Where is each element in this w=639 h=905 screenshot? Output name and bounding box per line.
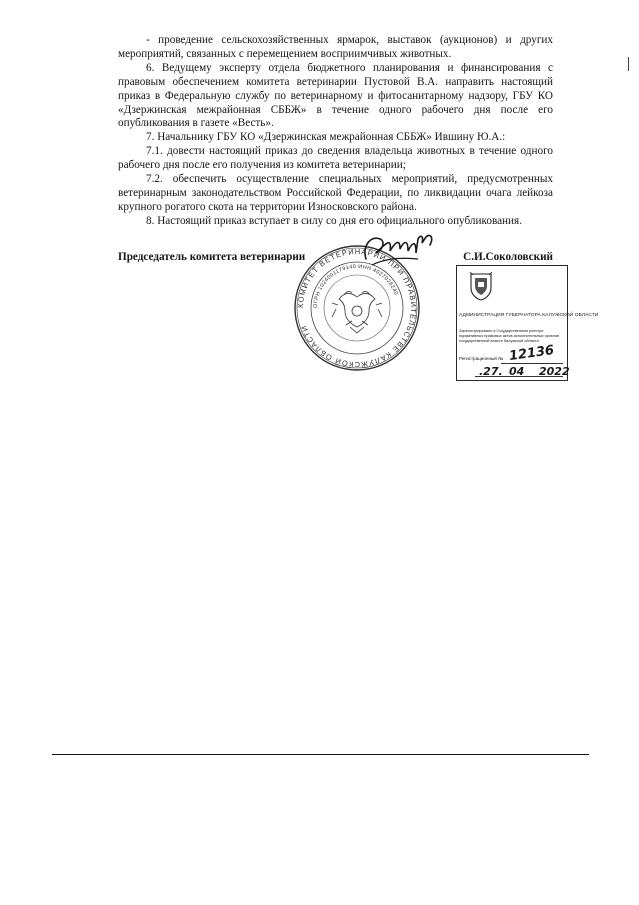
reg-number-value: 12136 xyxy=(508,342,556,365)
paragraph-item-7-2: 7.2. обеспечить осуществление специальных мероприятий, предусмотренных ветеринарным законодательством Российской Федерации, по ликвидации очага лейкоза крупного рогатого скота на территории Износковского района. xyxy=(118,173,553,213)
reg-date-year: 2022 xyxy=(539,365,570,378)
reg-number-label: Регистрационный № xyxy=(459,356,504,361)
scan-edge-mark xyxy=(628,57,629,71)
paragraph-item-7: 7. Начальнику ГБУ КО «Дзержинская межрайонная СББЖ» Ившину Ю.А.: xyxy=(146,131,506,144)
signatory-title: Председатель комитета ветеринарии xyxy=(118,251,306,263)
registration-stamp xyxy=(456,265,599,381)
document-body xyxy=(118,34,553,229)
paragraph-bullet-fairs: - проведение сельскохозяйственных ярмарок, выставок (аукционов) и других мероприятий, связанных с перемещением восприимчивых животных. xyxy=(118,34,553,60)
reg-date-month: 04 xyxy=(509,365,525,378)
paragraph-item-8: 8. Настоящий приказ вступает в силу со дня его официального опубликования. xyxy=(146,214,522,227)
signatory-name: С.И.Соколовский xyxy=(463,251,553,263)
svg-text:ОГРН 1024001179140 ИНН 4027026 xyxy=(313,264,399,308)
paragraph-item-7-1: 7.1. довести настоящий приказ до сведения владельца животных в течение одного рабочего дня после его получения из комитета ветеринарии; xyxy=(118,145,553,172)
stamp-description: Зарегистрировано в Государственном реестре нормативных правовых актов исполнительных органов государственной власти Калужской области xyxy=(459,328,559,343)
stamp-org-name: АДМИНИСТРАЦИЯ ГУБЕРНАТОРА КАЛУЖСКОЙ ОБЛАСТИ xyxy=(459,313,599,318)
seal-inner-text: ОГРН 1024001179140 ИНН 4027026240 xyxy=(312,263,399,309)
coat-of-arms-icon xyxy=(469,272,493,301)
eagle-emblem-icon xyxy=(332,291,382,333)
paragraph-item-6: 6. Ведущему эксперту отдела бюджетного планирования и финансирования с правовым обеспечением комитета ветеринарии Пустовой В.А. направить настоящий приказ в Федеральную службу по ветеринарному и фитосанитарному надзору, ГБУ КО «Дзержинская межрайонная СББЖ» в течение одного рабочего дня после его опубликования в газете «Весть». xyxy=(118,61,553,130)
footer-divider xyxy=(52,754,589,755)
reg-date-day: .27. xyxy=(479,365,503,378)
seal-ring-text: КОМИТЕТ ВЕТЕРИНАРИИ ПРИ ПРАВИТЕЛЬСТВЕ КАЛУЖСКОЙ ОБЛАСТИ xyxy=(295,246,419,370)
